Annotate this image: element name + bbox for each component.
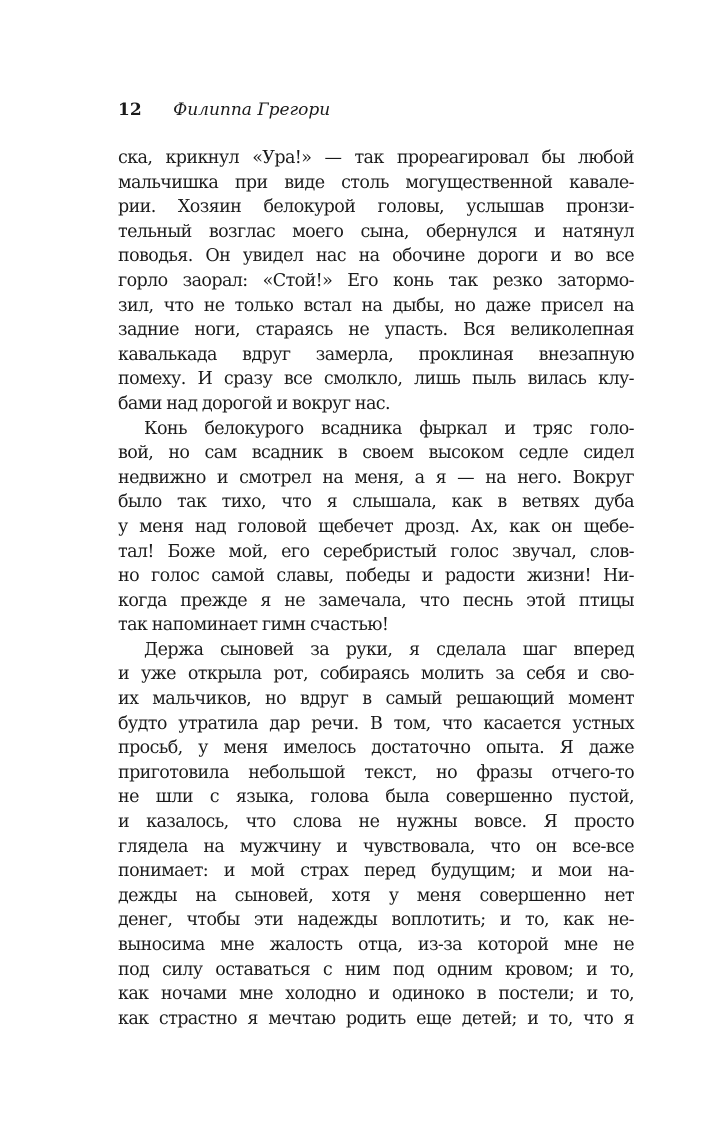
text-line: бами над дорогой и вокруг нас. xyxy=(118,393,390,414)
text-line: помеху. И сразу все смолкло, лишь пыль вилась клу- xyxy=(118,369,634,390)
text-line: не шли с языка, голова была совершенно пустой, xyxy=(118,787,634,808)
text-line: когда прежде я не замечала, что песнь этой птицы xyxy=(118,590,634,611)
text-line: их мальчиков, но вдруг в самый решающий момент xyxy=(118,689,634,710)
text-line: горло заорал: «Стой!» Его конь так резко затормо- xyxy=(118,270,634,291)
text-line: под силу оставаться с ним под одним кровом; и то, xyxy=(118,959,634,980)
running-head xyxy=(118,99,330,121)
body-text xyxy=(118,146,634,1031)
text-line: приготовила небольшой текст, но фразы отчего-то xyxy=(118,762,634,783)
text-line: поводья. Он увидел нас на обочине дороги и во все xyxy=(118,246,634,267)
text-line: денег, чтобы эти надежды воплотить; и то, как не- xyxy=(118,910,634,931)
text-line: задние ноги, стараясь не упасть. Вся великолепная xyxy=(118,320,634,341)
text-line: и казалось, что слова не нужны вовсе. Я просто xyxy=(118,812,634,833)
text-line: зил, что не только встал на дыбы, но даже присел на xyxy=(118,295,634,316)
text-line: глядела на мужчину и чувствовала, что он все-все xyxy=(118,836,634,857)
text-line: было так тихо, что я слышала, как в ветвях дуба xyxy=(118,492,634,513)
text-line: Держа сыновей за руки, я сделала шаг вперед xyxy=(144,639,634,660)
paragraph xyxy=(118,638,634,1032)
text-line: тал! Боже мой, его серебристый голос звучал, слов- xyxy=(118,541,634,562)
text-line: мальчишка при виде столь могущественной кавале- xyxy=(118,172,634,193)
text-line: будто утратила дар речи. В том, что касается устных xyxy=(118,713,634,734)
text-line: недвижно и смотрел на меня, а я — на него. Вокруг xyxy=(118,467,634,488)
text-line: как ночами мне холодно и одиноко в постели; и то, xyxy=(118,984,634,1005)
text-line: вой, но сам всадник в своем высоком седле сидел xyxy=(118,443,634,464)
text-line: кавалькада вдруг замерла, проклиная внезапную xyxy=(118,344,634,365)
paragraph xyxy=(118,417,634,638)
page-number: 12 xyxy=(118,100,142,120)
text-line: ска, крикнул «Ура!» — так прореагировал бы любой xyxy=(118,148,634,168)
text-line: просьб, у меня имелось достаточно опыта. Я даже xyxy=(118,738,634,759)
text-line: так напоминает гимн счастью! xyxy=(118,615,389,636)
text-line: понимает: и мой страх перед будущим; и мои на- xyxy=(118,861,634,882)
text-line: у меня над головой щебечет дрозд. Ах, как он щебе- xyxy=(118,516,634,537)
text-line: как страстно я мечтаю родить еще детей; и то, что я xyxy=(118,1008,634,1029)
text-line: выносима мне жалость отца, из-за которой мне не xyxy=(118,935,634,955)
text-line: Конь белокурого всадника фыркал и тряс голо- xyxy=(144,418,634,439)
text-line: и уже открыла рот, собираясь молить за себя и сво- xyxy=(118,664,634,685)
paragraph xyxy=(118,146,634,417)
text-line: рии. Хозяин белокурой головы, услышав пронзи- xyxy=(118,197,634,218)
text-line: но голос самой славы, победы и радости жизни! Ни- xyxy=(118,566,634,587)
text-line: дежды на сыновей, хотя у меня совершенно нет xyxy=(118,885,634,906)
text-line: тельный возглас моего сына, обернулся и натянул xyxy=(118,221,634,242)
running-head-author: Филиппа Грегори xyxy=(173,100,331,120)
